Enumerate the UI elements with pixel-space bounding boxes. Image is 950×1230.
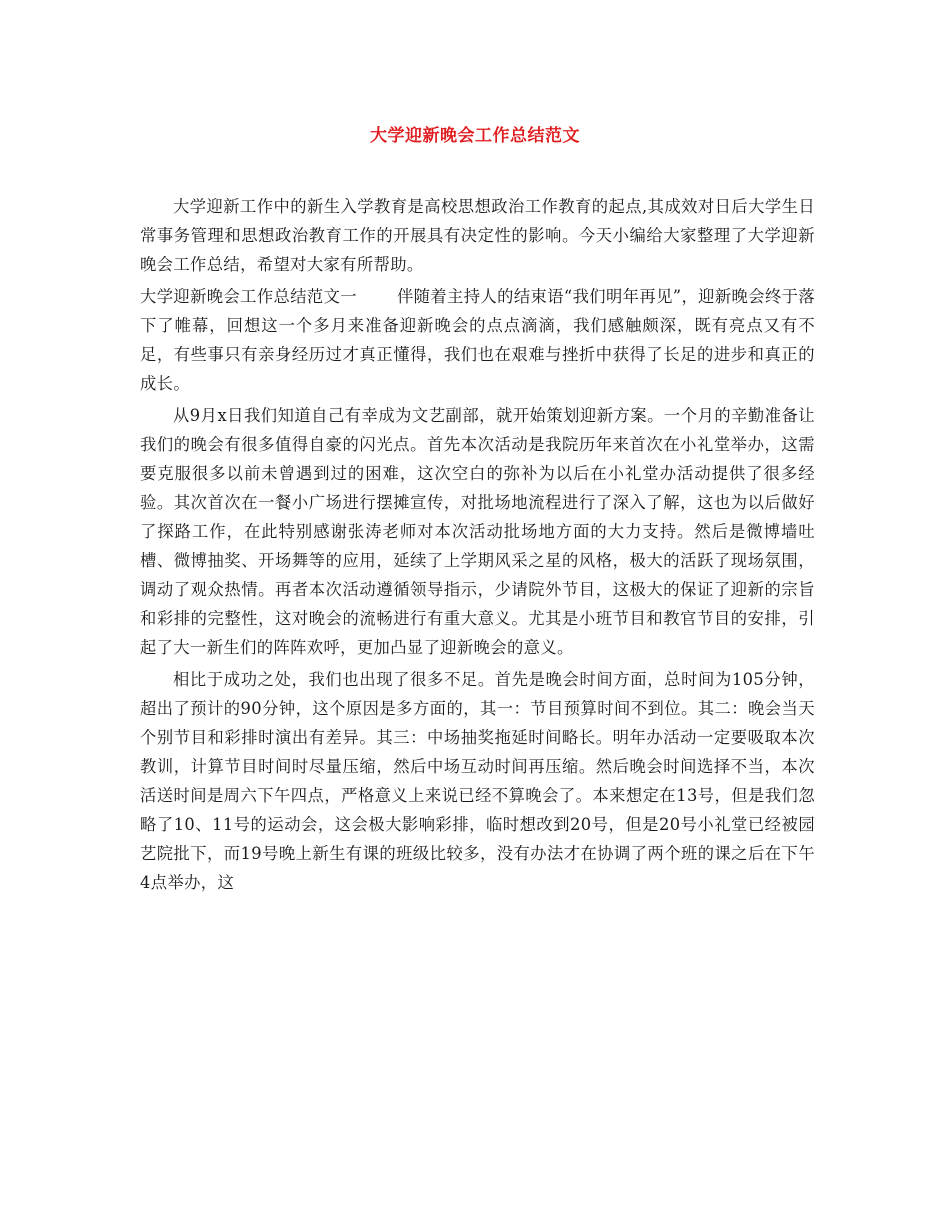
- shortcomings-paragraph: 相比于成功之处，我们也出现了很多不足。首先是晚会时间方面，总时间为105分钟，超出了预计的90分钟，这个原因是多方面的，其一：节目预算时间不到位。其二：晚会当天个别节目和彩排时演出有差异。其三：中场抽奖拖延时间略长。明年办活动一定要吸取本次教训，计算节目时间时尽量压缩，然后中场互动时间再压缩。然后晚会时间选择不当，本次活送时间是周六下午四点，严格意义上来说已经不算晚会了。本来想定在13号，但是我们忽略了10、11号的运动会，这会极大影响彩排，临时想改到20号，但是20号小礼堂已经被园艺院批下，而19号晚上新生有课的班级比较多，没有办法才在协调了两个班的课之后在下午4点举办，这: [140, 670, 815, 892]
- document-body: [140, 192, 815, 900]
- highlights-paragraph: 从9月x日我们知道自己有幸成为文艺副部，就开始策划迎新方案。一个月的辛勤准备让我们的晚会有很多值得自豪的闪光点。首先本次活动是我院历年来首次在小礼堂举办，这需要克服很多以前未曾遇到过的困难，这次空白的弥补为以后在小礼堂办活动提供了很多经验。其次首次在一餐小广场进行摆摊宣传，对批场地流程进行了深入了解，这也为以后做好了探路工作，在此特别感谢张涛老师对本次活动批场地方面的大力支持。然后是微博墙吐槽、微博抽奖、开场舞等的应用，延续了上学期风采之星的风格，极大的活跃了现场氛围，调动了观众热情。再者本次活动遵循领导指示，少请院外节目，这极大的保证了迎新的宗旨和彩排的完整性，这对晚会的流畅进行有重大意义。尤其是小班节目和教官节目的安排，引起了大一新生们的阵阵欢呼，更加凸显了迎新晚会的意义。: [140, 406, 815, 657]
- intro-paragraph: 大学迎新工作中的新生入学教育是高校思想政治工作教育的起点,其成效对日后大学生日常事务管理和思想政治教育工作的开展具有决定性的影响。今天小编给大家整理了大学迎新晚会工作总结，希望对大家有所帮助。: [140, 197, 815, 274]
- section-first-paragraph-text: 伴随着主持人的结束语“我们明年再见”，迎新晚会终于落下了帷幕，回想这一个多月来准备迎新晚会的点点滴滴，我们感触颇深，既有亮点又有不足，有些事只有亲身经历过才真正懂得，我们也在艰难与挫折中获得了长足的进步和真正的成长。: [140, 287, 816, 393]
- document-title: 大学迎新晚会工作总结范文: [370, 126, 580, 146]
- section-one-paragraph: [140, 282, 815, 398]
- section-heading: 大学迎新晚会工作总结范文一: [140, 287, 357, 306]
